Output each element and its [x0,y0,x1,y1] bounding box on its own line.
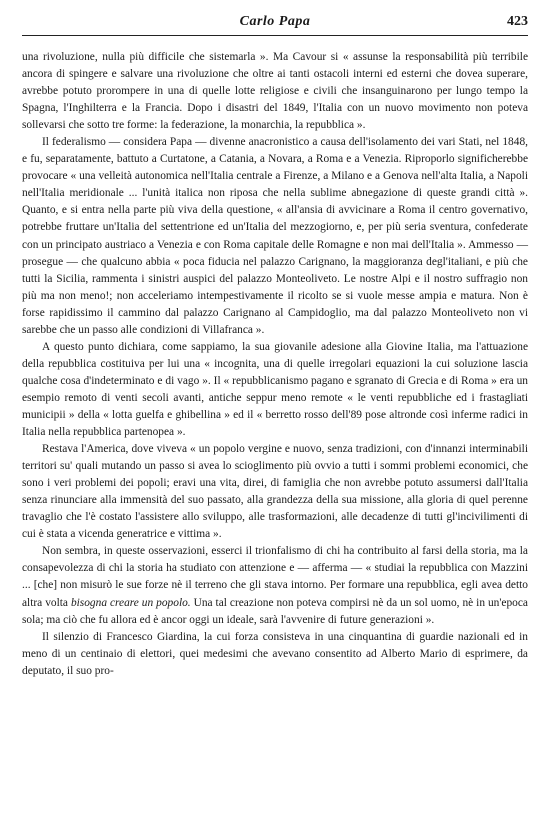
running-header [22,13,528,36]
paragraph-text: Restava l'America, dove viveva « un popolo vergine e nuovo, senza tradizioni, con d'innanzi interminabili territori su' quali mutando un passo si avea lo scioglimento più ovvio a tutti i sommi problemi economici, che sono i veri problemi dei popoli; eravi una vita, direi, di famiglia che non avrebbe potuto assumersi dall'Italia senza rinunciare alla immensità del suo passato, alla grandezza della sua missione, alla gloria di quel perenne travaglio che l'è costato l'assistere allo sviluppo, alle trasformazioni, alle decadenze di tutti gl'incivilimenti di cui è stata a vicenda generatrice e vittima ». [22,443,528,541]
body-text [22,49,528,680]
paragraph-6 [22,629,528,680]
paragraph-5 [22,543,528,628]
emphasized-quote: bisogna creare un popolo. [70,596,191,609]
running-head-author: Carlo Papa [239,14,311,29]
paragraph-text: Non sembra, in queste osservazioni, esserci il trionfalismo di chi ha contribuito al farsi della storia, ma la consapevolezza di chi la storia ha studiato con attenzione e — afferma — « studiai la repubblica con Mazzini ... [che] non misurò le sue forze nè il terreno che gli stava intorno. Per formare una repubblica, egli avea detto altra volta [22,545,528,609]
paragraph-4 [22,441,528,543]
paragraph-text: Il silenzio di Francesco Giardina, la cui forza consisteva in una cinquantina di guardie nazionali ed in meno di un centinaio di elettori, quei medesimi che avevano consentito ad Alberto Mario di esprimere, da deputato, il suo pro- [22,630,528,677]
paragraph-3 [22,339,528,441]
paragraph-text: A questo punto dichiara, come sappiamo, la sua giovanile adesione alla Giovine Italia, ma l'attuazione della repubblica costituiva per lui una « incognita, una di quelle irregolari equazioni la cui soluzione lascia qualche cosa d'indeterminato e di vago ». Il « repubblicanismo pagano e sgranato di Grecia e di Roma » era un esempio remoto di venti secoli avanti, antiche seppur meno remote « le venti repubbliche ed i frastagliati municipii » della « lotta guelfa e ghibellina » ed il « berretto rosso dell'89 pose altronde così inferme radici in Italia nella repubblica partenopea ». [22,340,528,439]
paragraph-1 [22,49,528,134]
paragraph-2 [22,134,528,339]
paragraph-text-continued: Una tal creazione non poteva compirsi nè da un sol uomo, nè in un'epoca sola; ma ciò che fu allora ed è ancor oggi un ideale, sarà l'avvenire di future generazioni ». [22,596,528,626]
page-number: 423 [507,14,528,29]
paragraph-text: una rivoluzione, nulla più difficile che sistemarla ». Ma Cavour si « assunse la responsabilità più terribile ancora di spingere e salvare una rivoluzione che oltre ai tanti ostacoli interni ed esterni che dovea superare, avrebbe potuto prorompere in una di quelle lotte religiose e civili che insanguinarono per lungo tempo la Spagna, l'Inghilterra e la Francia. Dopo i disastri del 1849, l'Italia con un nuovo movimento non poteva sollevarsi che sotto tre forme: la federazione, la monarchia, la repubblica ». [22,51,528,132]
paragraph-text: Il federalismo — considera Papa — divenne anacronistico a causa dell'isolamento dei vari Stati, nel 1848, e fu, separatamente, battuto a Curtatone, a Catania, a Novara, a Roma e a Venezia. Riproporlo significherebbe provocare « una velleità autonomica nell'Italia centrale a Firenze, a Milano e a Genova nell'alta Italia, a Napoli nell'Italia meridionale ... l'unità italica non riposa che nella sublime abnegazione di queste grandi città ». Quanto, e si entra nella parte più viva della questione, « all'ansia di avvicinare a Roma il centro governativo, potrebbe fruttare un'Italia del settentrione ed un'Italia del mezzogiorno, e, per più seria sventura, confederate con un principato austriaco a Venezia e con Roma capitale delle Romagne e non mai dell'Italia ». Ammesso — prosegue — che qualcuno abbia « poca fiducia nel palazzo Carignano, la maggioranza degl'italiani, e più che tutti la Sicilia, rammenta i sinistri auspici del palazzo Monteoliveto. Le nostre Alpi e il nostro suffragio non più ma non meno!; non acceleriamo intempestivamente il ricolto se si vuole messe ampia e matura. Non è forse rapidissimo il cammino dal palazzo Carignano al Campidoglio, ma dal palazzo Monteoliveto non vi sarebbe che un passo alle condizioni di Villafranca ». [22,136,528,336]
